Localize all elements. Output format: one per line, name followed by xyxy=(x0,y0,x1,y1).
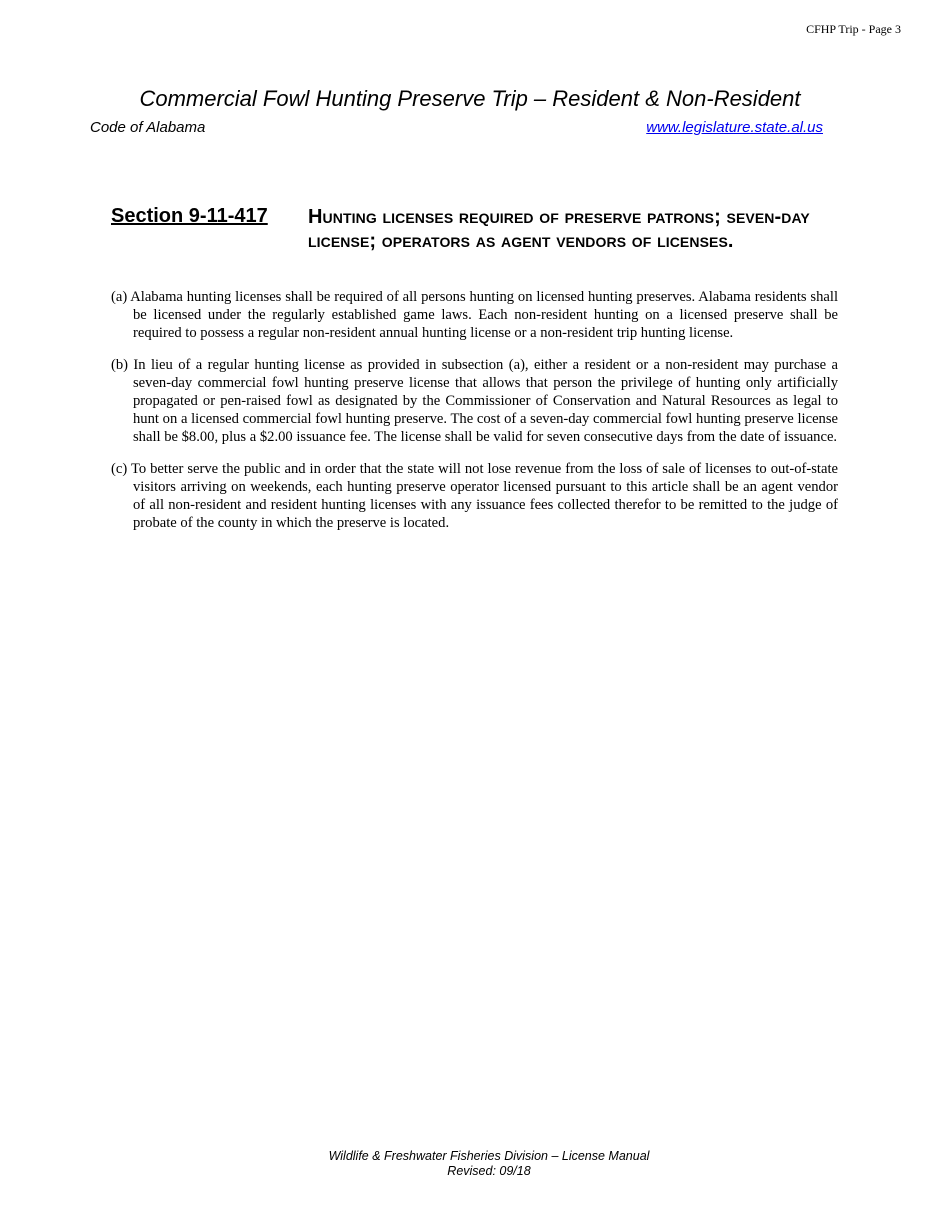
document-title: Commercial Fowl Hunting Preserve Trip – Resident & Non-Resident xyxy=(139,86,801,111)
page-number: CFHP Trip - Page 3 xyxy=(806,22,901,36)
paragraph-a: (a) Alabama hunting licenses shall be required of all persons hunting on licensed hunting preserves. Alabama residents shall be licensed under the regularly established game laws. Each non-resident hunting on a licensed preserve shall be required to possess a regular non-resident annual hunting license or a non-resident trip hunting license. xyxy=(111,289,838,341)
section-number: Section 9-11-417 xyxy=(111,205,268,227)
paragraph-c: (c) To better serve the public and in order that the state will not lose revenue from the loss of sale of licenses to out-of-state visitors arriving on weekends, each hunting preserve operator licensed pursuant to this article shall be an agent vendor of all non-resident and resident hunting licenses with any issuance fees collected therefor to be remitted to the judge of probate of the county in which the preserve is located. xyxy=(111,461,838,531)
section-body xyxy=(111,288,838,546)
section-heading: Hunting licenses required of preserve patrons; seven-day license; operators as agent vendors of licenses. xyxy=(308,206,810,252)
footer-division-line: Wildlife & Freshwater Fisheries Division – License Manual xyxy=(328,1149,650,1163)
footer-revised-line: Revised: 09/18 xyxy=(447,1164,531,1178)
code-of-alabama-label: Code of Alabama xyxy=(90,119,206,136)
legislature-link[interactable]: www.legislature.state.al.us xyxy=(646,119,823,136)
paragraph-b: (b) In lieu of a regular hunting license as provided in subsection (a), either a resident or a non-resident may purchase a seven-day commercial fowl hunting preserve license that allows that person the privilege of hunting only artificially propagated or pen-raised fowl as designated by the Commissioner of Conservation and Natural Resources as legal to hunt on a licensed commercial fowl hunting preserve. The cost of a seven-day commercial fowl hunting preserve license shall be $8.00, plus a $2.00 issuance fee. The license shall be valid for seven consecutive days from the date of issuance. xyxy=(111,357,838,445)
page-footer xyxy=(0,1149,950,1179)
